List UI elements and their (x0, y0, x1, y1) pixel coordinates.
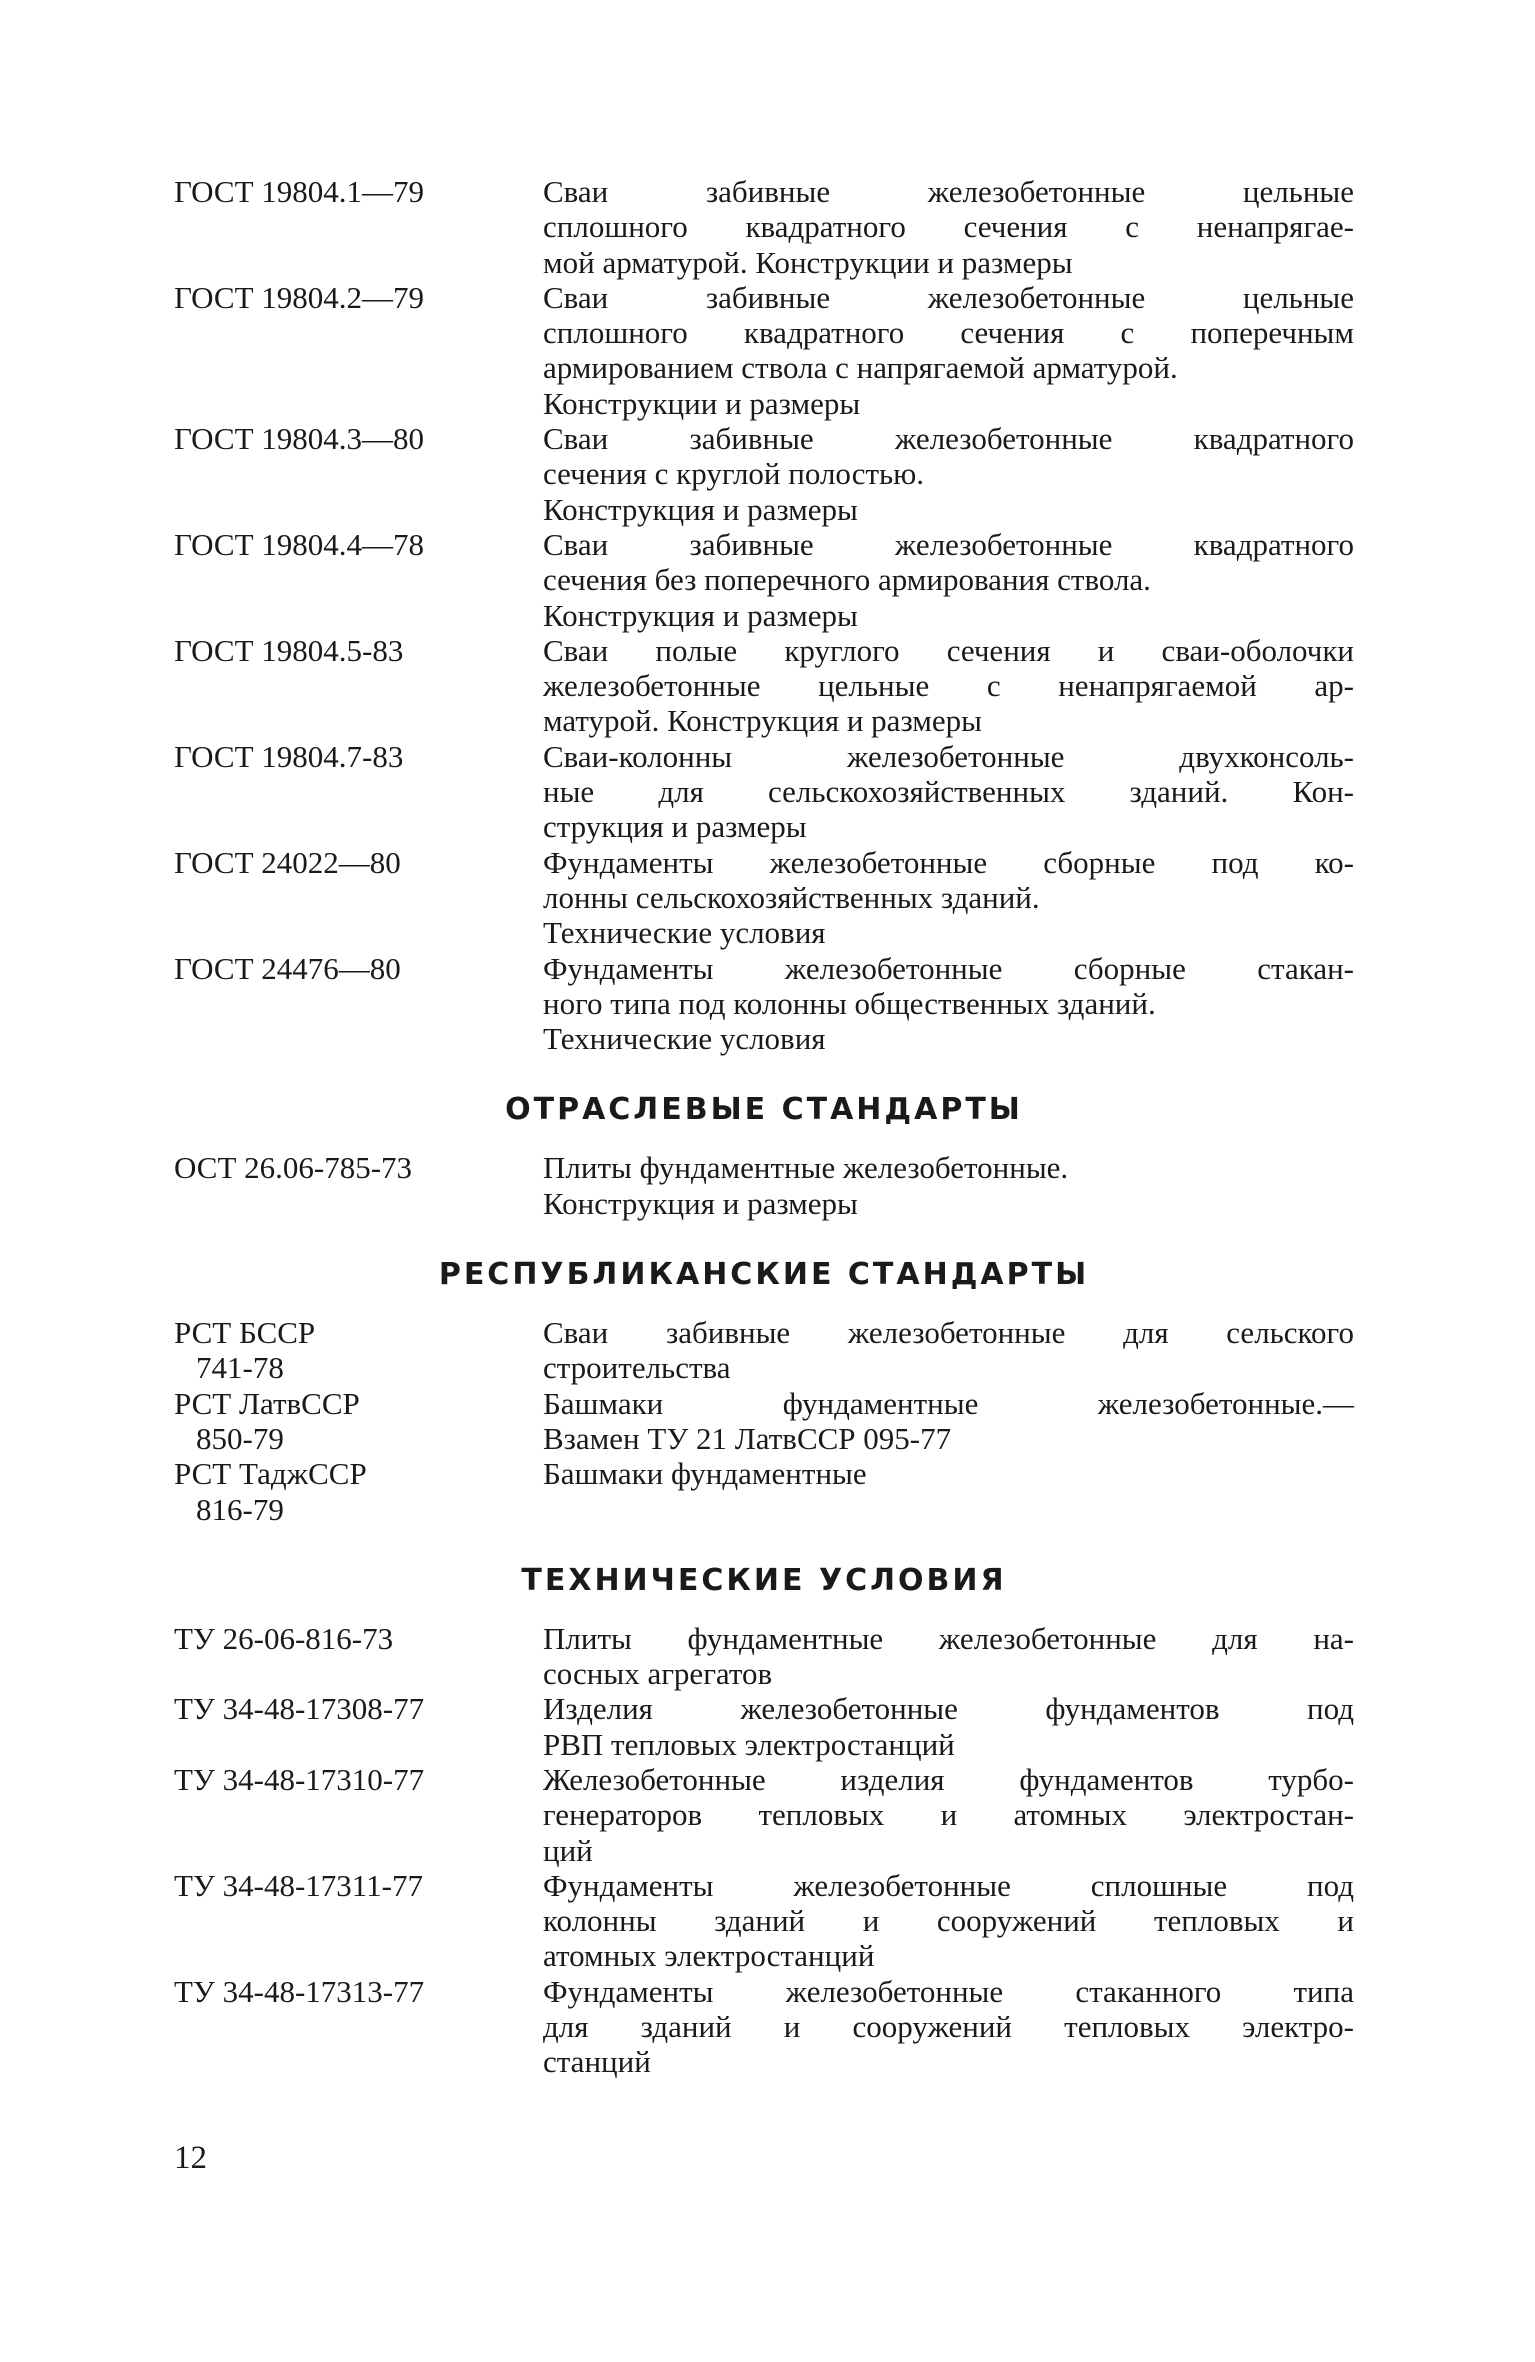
description-line: Башмаки фундаментные железобетонные.— (543, 1385, 1354, 1421)
code-line: ТУ 34-48-17311-77 (174, 1867, 423, 1903)
standard-code (174, 1150, 543, 1221)
description-line: Сваи забивные железобетонные квадратного (543, 526, 1354, 562)
standard-description (543, 1386, 1354, 1457)
standard-code (174, 1386, 543, 1457)
description-line: Конструкция и размеры (543, 597, 858, 633)
standard-description (543, 845, 1354, 951)
code-line: РСТ ЛатвССР (174, 1385, 360, 1421)
standard-description (543, 1456, 1354, 1527)
description-line: Сваи-колонны железобетонные двухконсоль- (543, 738, 1354, 774)
standard-description (543, 174, 1354, 280)
description-line: сплошного квадратного сечения с поперечным (543, 315, 1354, 351)
standard-code (174, 739, 543, 845)
description-line: Технические условия (543, 1021, 826, 1057)
code-line: ТУ 26-06-816-73 (174, 1620, 394, 1656)
description-line: Плиты фундаментные железобетонные. (543, 1150, 1069, 1186)
standard-entry (174, 1315, 1354, 1386)
description-line: РВП тепловых электростанций (543, 1726, 955, 1762)
code-line: ГОСТ 19804.4—78 (174, 526, 425, 562)
standard-entry (174, 1150, 1354, 1221)
standard-entry (174, 421, 1354, 527)
description-line: армированием ствола с напрягаемой арматурой. (543, 350, 1178, 386)
standard-entry (174, 1456, 1354, 1527)
standard-entry (174, 174, 1354, 280)
description-line: Сваи забивные железобетонные цельные (543, 174, 1354, 209)
description-line: Фундаменты железобетонные стаканного типа (543, 1973, 1354, 2009)
description-line: Сваи забивные железобетонные квадратного (543, 421, 1354, 457)
standard-entry (174, 951, 1354, 1057)
description-line: ций (543, 1832, 593, 1868)
standard-description (543, 1150, 1354, 1221)
standard-entry (174, 739, 1354, 845)
description-line: Фундаменты железобетонные сплошные под (543, 1867, 1354, 1903)
description-line: Башмаки фундаментные (543, 1456, 867, 1492)
description-line: сосных агрегатов (543, 1656, 773, 1692)
description-line: Фундаменты железобетонные сборные под ко- (543, 844, 1354, 880)
code-line: ТУ 34-48-17308-77 (174, 1691, 425, 1727)
code-line: 741-78 (196, 1350, 284, 1386)
description-line: Изделия железобетонные фундаментов под (543, 1691, 1354, 1727)
code-line: ГОСТ 19804.1—79 (174, 174, 425, 209)
description-line: Плиты фундаментные железобетонные для на- (543, 1620, 1354, 1656)
standard-description (543, 421, 1354, 527)
description-line: Фундаменты железобетонные сборные стакан- (543, 950, 1354, 986)
standard-description (543, 280, 1354, 421)
standard-entry (174, 633, 1354, 739)
standard-code (174, 1315, 543, 1386)
code-line: РСТ ТаджССР (174, 1456, 367, 1492)
description-line: мой арматурой. Конструкции и размеры (543, 244, 1073, 280)
standard-description (543, 739, 1354, 845)
standard-entry (174, 1868, 1354, 1974)
standard-code (174, 527, 543, 633)
description-line: генераторов тепловых и атомных электростан- (543, 1797, 1354, 1833)
code-line: РСТ БССР (174, 1315, 316, 1351)
description-line: сплошного квадратного сечения с ненапрягае- (543, 209, 1354, 245)
standard-description (543, 1621, 1354, 1692)
standard-code (174, 421, 543, 527)
description-line: атомных электростанций (543, 1938, 875, 1974)
description-line: Конструкция и размеры (543, 1185, 858, 1221)
description-line: Сваи забивные железобетонные для сельского (543, 1315, 1354, 1351)
standard-code (174, 845, 543, 951)
code-line: 850-79 (196, 1420, 284, 1456)
description-line: Сваи забивные железобетонные цельные (543, 279, 1354, 315)
code-line: ГОСТ 24022—80 (174, 844, 401, 880)
standard-entry (174, 1386, 1354, 1457)
description-line: лонны сельскохозяйственных зданий. (543, 879, 1040, 915)
standard-description (543, 1691, 1354, 1762)
description-line: станций (543, 2044, 651, 2080)
description-line: сечения с круглой полостью. (543, 456, 925, 492)
description-line: Конструкции и размеры (543, 385, 861, 421)
description-line: матурой. Конструкция и размеры (543, 703, 982, 739)
description-line: сечения без поперечного армирования ствола. (543, 562, 1151, 598)
standard-entry (174, 845, 1354, 951)
code-line: ГОСТ 19804.7-83 (174, 738, 404, 774)
code-line: ТУ 34-48-17313-77 (174, 1973, 425, 2009)
standard-entry (174, 1691, 1354, 1762)
description-line: Сваи полые круглого сечения и сваи-оболочки (543, 632, 1354, 668)
description-line: для зданий и сооружений тепловых электро- (543, 2009, 1354, 2045)
standard-code (174, 1456, 543, 1527)
code-line: ГОСТ 24476—80 (174, 950, 401, 986)
description-line: ные для сельскохозяйственных зданий. Кон- (543, 774, 1354, 810)
standard-entry (174, 280, 1354, 421)
standard-code (174, 1762, 543, 1868)
description-line: Взамен ТУ 21 ЛатвССР 095-77 (543, 1420, 952, 1456)
standard-entry (174, 1762, 1354, 1868)
standard-description (543, 1974, 1354, 2080)
code-line: ГОСТ 19804.2—79 (174, 279, 425, 315)
document-page (174, 174, 1354, 2080)
section (174, 174, 1354, 1056)
standard-code (174, 1974, 543, 2080)
description-line: колонны зданий и сооружений тепловых и (543, 1903, 1354, 1939)
page-number: 12 (174, 2140, 207, 2176)
standard-code (174, 280, 543, 421)
standard-entry (174, 1621, 1354, 1692)
standard-code (174, 174, 543, 280)
standard-description (543, 1315, 1354, 1386)
standard-description (543, 1868, 1354, 1974)
description-line: ного типа под колонны общественных зданий. (543, 985, 1156, 1021)
description-line: Конструкция и размеры (543, 491, 858, 527)
standard-description (543, 951, 1354, 1057)
standard-code (174, 951, 543, 1057)
code-line: ГОСТ 19804.3—80 (174, 421, 425, 457)
code-line: ГОСТ 19804.5-83 (174, 632, 404, 668)
code-line: ОСТ 26.06-785-73 (174, 1150, 413, 1186)
standard-description (543, 633, 1354, 739)
section (174, 1257, 1354, 1527)
description-line: Железобетонные изделия фундаментов турбо- (543, 1761, 1354, 1797)
description-line: Технические условия (543, 915, 826, 951)
section (174, 1563, 1354, 2080)
code-line: ТУ 34-48-17310-77 (174, 1761, 425, 1797)
section-title: ОТРАСЛЕВЫЕ СТАНДАРТЫ (505, 1092, 1023, 1128)
code-line: 816-79 (196, 1491, 284, 1527)
description-line: струкция и размеры (543, 809, 807, 845)
standard-code (174, 1868, 543, 1974)
description-line: железобетонные цельные с ненапрягаемой ар- (543, 668, 1354, 704)
section-title: ТЕХНИЧЕСКИЕ УСЛОВИЯ (521, 1562, 1007, 1598)
section (174, 1092, 1354, 1221)
standard-code (174, 633, 543, 739)
description-line: строительства (543, 1350, 731, 1386)
standard-description (543, 1762, 1354, 1868)
standard-code (174, 1621, 543, 1692)
standard-entry (174, 1974, 1354, 2080)
section-title: РЕСПУБЛИКАНСКИЕ СТАНДАРТЫ (438, 1257, 1090, 1293)
standard-description (543, 527, 1354, 633)
standard-entry (174, 527, 1354, 633)
standard-code (174, 1691, 543, 1762)
